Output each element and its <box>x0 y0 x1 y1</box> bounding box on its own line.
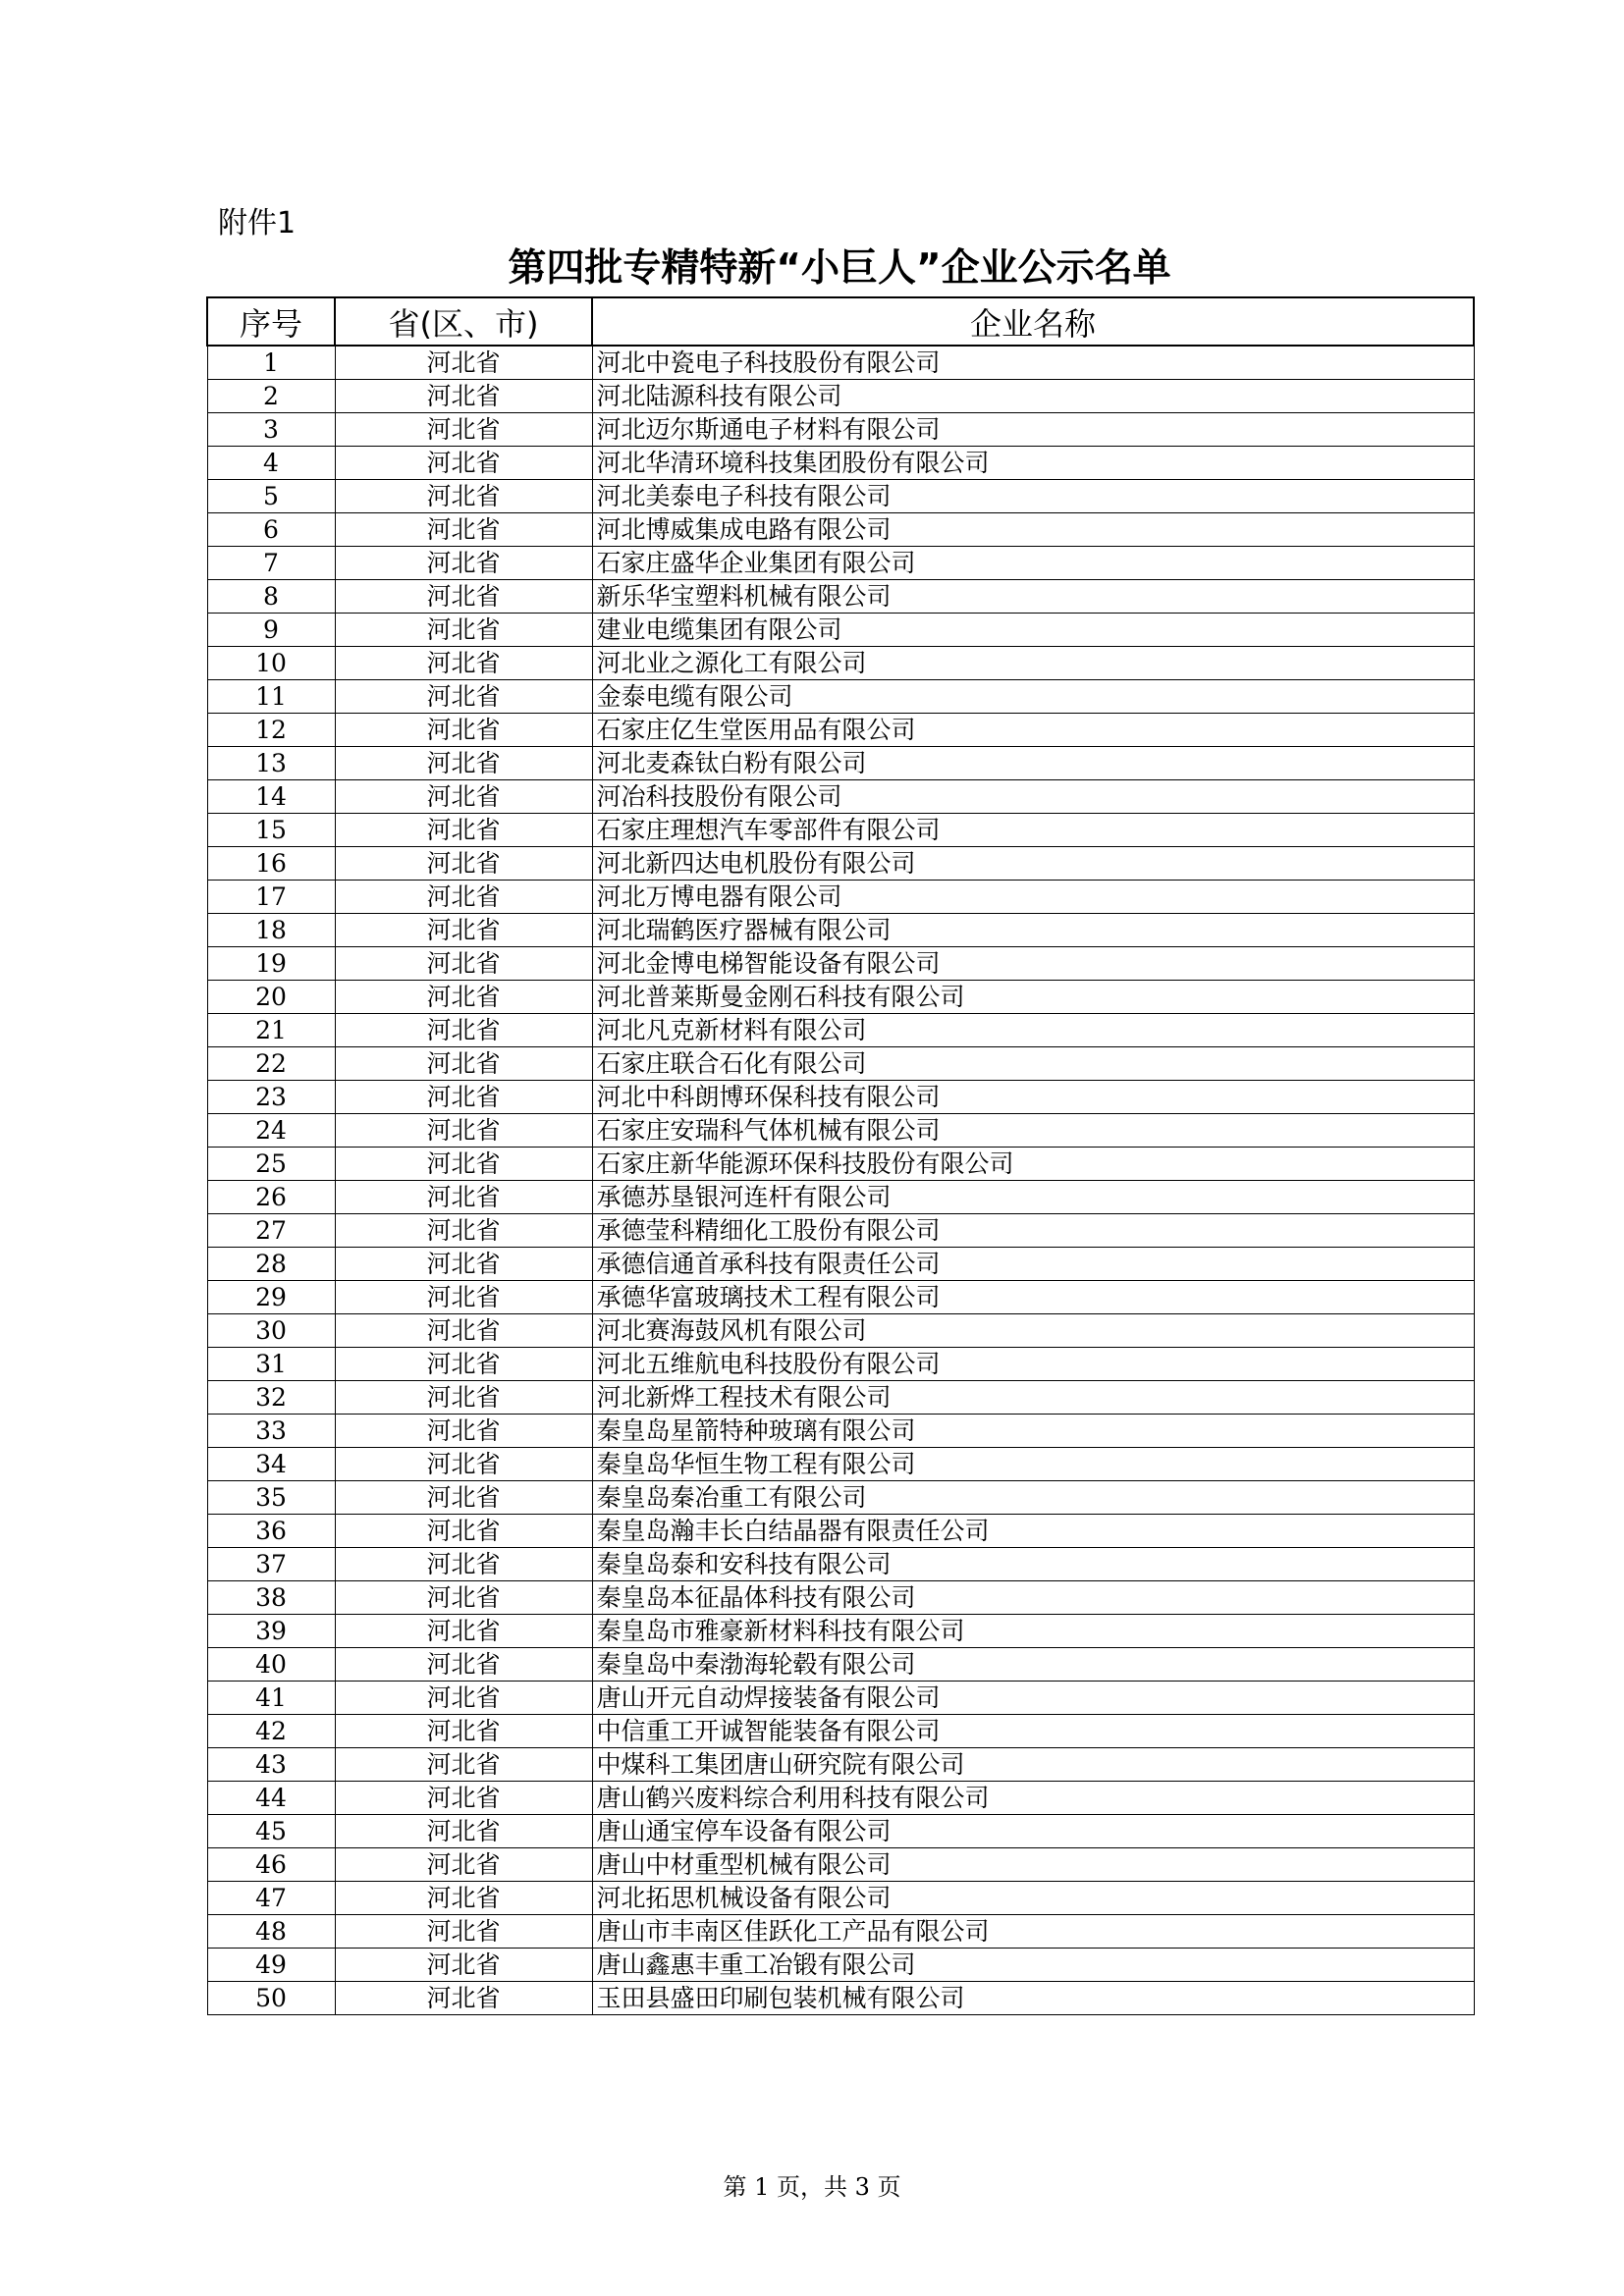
row-province: 河北省 <box>335 847 592 881</box>
row-province: 河北省 <box>335 1381 592 1415</box>
row-company-name: 秦皇岛秦冶重工有限公司 <box>592 1481 1474 1515</box>
row-province: 河北省 <box>335 547 592 580</box>
row-serial-number: 5 <box>207 480 335 513</box>
table-row <box>207 413 1474 447</box>
table-row <box>207 1548 1474 1581</box>
table-row <box>207 1381 1474 1415</box>
table-header <box>207 297 1474 346</box>
row-province: 河北省 <box>335 1949 592 1982</box>
row-serial-number: 20 <box>207 981 335 1014</box>
row-serial-number: 26 <box>207 1181 335 1214</box>
table-row <box>207 1982 1474 2015</box>
row-province: 河北省 <box>335 1848 592 1882</box>
row-serial-number: 45 <box>207 1815 335 1848</box>
row-province: 河北省 <box>335 881 592 914</box>
row-company-name: 承德信通首承科技有限责任公司 <box>592 1248 1474 1281</box>
row-company-name: 河冶科技股份有限公司 <box>592 780 1474 814</box>
row-province: 河北省 <box>335 914 592 947</box>
row-serial-number: 10 <box>207 647 335 680</box>
row-province: 河北省 <box>335 1782 592 1815</box>
row-serial-number: 15 <box>207 814 335 847</box>
row-company-name: 河北万博电器有限公司 <box>592 881 1474 914</box>
table-row <box>207 914 1474 947</box>
table-row <box>207 547 1474 580</box>
row-serial-number: 28 <box>207 1248 335 1281</box>
row-province: 河北省 <box>335 1281 592 1314</box>
table-row <box>207 447 1474 480</box>
row-serial-number: 7 <box>207 547 335 580</box>
table-row <box>207 1815 1474 1848</box>
row-company-name: 承德华富玻璃技术工程有限公司 <box>592 1281 1474 1314</box>
row-serial-number: 30 <box>207 1314 335 1348</box>
row-province: 河北省 <box>335 647 592 680</box>
table-row <box>207 1081 1474 1114</box>
row-serial-number: 46 <box>207 1848 335 1882</box>
table-row <box>207 1047 1474 1081</box>
row-serial-number: 49 <box>207 1949 335 1982</box>
table-row <box>207 981 1474 1014</box>
row-province: 河北省 <box>335 1114 592 1148</box>
row-company-name: 秦皇岛泰和安科技有限公司 <box>592 1548 1474 1581</box>
row-province: 河北省 <box>335 1248 592 1281</box>
row-serial-number: 25 <box>207 1148 335 1181</box>
row-company-name: 石家庄联合石化有限公司 <box>592 1047 1474 1081</box>
table-row <box>207 814 1474 847</box>
row-company-name: 玉田县盛田印刷包装机械有限公司 <box>592 1982 1474 2015</box>
row-serial-number: 14 <box>207 780 335 814</box>
row-serial-number: 6 <box>207 513 335 547</box>
table-row <box>207 947 1474 981</box>
row-company-name: 唐山中材重型机械有限公司 <box>592 1848 1474 1882</box>
row-company-name: 河北瑞鹤医疗器械有限公司 <box>592 914 1474 947</box>
row-company-name: 河北拓思机械设备有限公司 <box>592 1882 1474 1915</box>
row-company-name: 河北五维航电科技股份有限公司 <box>592 1348 1474 1381</box>
header-province: 省(区、市) <box>335 297 592 346</box>
row-company-name: 唐山通宝停车设备有限公司 <box>592 1815 1474 1848</box>
table-row <box>207 1848 1474 1882</box>
table-row <box>207 847 1474 881</box>
row-serial-number: 22 <box>207 1047 335 1081</box>
table-row <box>207 1949 1474 1982</box>
row-province: 河北省 <box>335 680 592 714</box>
row-province: 河北省 <box>335 747 592 780</box>
table-row <box>207 1415 1474 1448</box>
table-row <box>207 647 1474 680</box>
row-company-name: 河北中科朗博环保科技有限公司 <box>592 1081 1474 1114</box>
table-row <box>207 346 1474 380</box>
row-province: 河北省 <box>335 1481 592 1515</box>
row-province: 河北省 <box>335 380 592 413</box>
row-province: 河北省 <box>335 614 592 647</box>
table-row <box>207 780 1474 814</box>
row-company-name: 河北赛海鼓风机有限公司 <box>592 1314 1474 1348</box>
row-province: 河北省 <box>335 1415 592 1448</box>
table-row <box>207 580 1474 614</box>
row-serial-number: 24 <box>207 1114 335 1148</box>
table-row <box>207 1348 1474 1381</box>
row-province: 河北省 <box>335 1548 592 1581</box>
table-row <box>207 513 1474 547</box>
row-province: 河北省 <box>335 1581 592 1615</box>
company-table <box>206 296 1475 2015</box>
header-serial-number: 序号 <box>207 297 335 346</box>
row-serial-number: 32 <box>207 1381 335 1415</box>
row-serial-number: 19 <box>207 947 335 981</box>
table-row <box>207 1281 1474 1314</box>
row-company-name: 河北陆源科技有限公司 <box>592 380 1474 413</box>
row-serial-number: 40 <box>207 1648 335 1682</box>
row-serial-number: 43 <box>207 1748 335 1782</box>
row-company-name: 建业电缆集团有限公司 <box>592 614 1474 647</box>
table-row <box>207 1882 1474 1915</box>
row-serial-number: 27 <box>207 1214 335 1248</box>
row-province: 河北省 <box>335 947 592 981</box>
table-row <box>207 747 1474 780</box>
table-row <box>207 1748 1474 1782</box>
row-serial-number: 2 <box>207 380 335 413</box>
table-row <box>207 1114 1474 1148</box>
row-province: 河北省 <box>335 1815 592 1848</box>
table-row <box>207 1448 1474 1481</box>
table-row <box>207 680 1474 714</box>
table-row <box>207 1248 1474 1281</box>
row-province: 河北省 <box>335 1682 592 1715</box>
table-row <box>207 380 1474 413</box>
row-company-name: 承德苏垦银河连杆有限公司 <box>592 1181 1474 1214</box>
row-serial-number: 33 <box>207 1415 335 1448</box>
row-province: 河北省 <box>335 1348 592 1381</box>
row-serial-number: 31 <box>207 1348 335 1381</box>
row-province: 河北省 <box>335 981 592 1014</box>
row-serial-number: 4 <box>207 447 335 480</box>
table-row <box>207 614 1474 647</box>
row-serial-number: 3 <box>207 413 335 447</box>
row-company-name: 新乐华宝塑料机械有限公司 <box>592 580 1474 614</box>
table-row <box>207 1214 1474 1248</box>
row-serial-number: 34 <box>207 1448 335 1481</box>
row-company-name: 石家庄理想汽车零部件有限公司 <box>592 814 1474 847</box>
row-province: 河北省 <box>335 1515 592 1548</box>
row-serial-number: 18 <box>207 914 335 947</box>
row-serial-number: 29 <box>207 1281 335 1314</box>
row-company-name: 金泰电缆有限公司 <box>592 680 1474 714</box>
table-row <box>207 1014 1474 1047</box>
table-row <box>207 1181 1474 1214</box>
row-province: 河北省 <box>335 1615 592 1648</box>
row-serial-number: 12 <box>207 714 335 747</box>
row-company-name: 秦皇岛市雅豪新材料科技有限公司 <box>592 1615 1474 1648</box>
row-province: 河北省 <box>335 1214 592 1248</box>
header-row <box>207 297 1474 346</box>
row-province: 河北省 <box>335 1648 592 1682</box>
row-company-name: 唐山鹤兴废料综合利用科技有限公司 <box>592 1782 1474 1815</box>
table-body <box>207 346 1474 2015</box>
row-company-name: 石家庄亿生堂医用品有限公司 <box>592 714 1474 747</box>
row-serial-number: 42 <box>207 1715 335 1748</box>
row-company-name: 河北麦森钛白粉有限公司 <box>592 747 1474 780</box>
row-province: 河北省 <box>335 413 592 447</box>
table-row <box>207 480 1474 513</box>
row-company-name: 河北华清环境科技集团股份有限公司 <box>592 447 1474 480</box>
row-province: 河北省 <box>335 1715 592 1748</box>
row-province: 河北省 <box>335 1314 592 1348</box>
row-province: 河北省 <box>335 1448 592 1481</box>
row-company-name: 秦皇岛中秦渤海轮毂有限公司 <box>592 1648 1474 1682</box>
row-province: 河北省 <box>335 513 592 547</box>
row-company-name: 河北迈尔斯通电子材料有限公司 <box>592 413 1474 447</box>
row-province: 河北省 <box>335 1915 592 1949</box>
row-company-name: 河北新烨工程技术有限公司 <box>592 1381 1474 1415</box>
row-province: 河北省 <box>335 580 592 614</box>
row-serial-number: 37 <box>207 1548 335 1581</box>
table-row <box>207 714 1474 747</box>
row-company-name: 承德莹科精细化工股份有限公司 <box>592 1214 1474 1248</box>
row-province: 河北省 <box>335 1047 592 1081</box>
table-row <box>207 1314 1474 1348</box>
row-province: 河北省 <box>335 780 592 814</box>
table-row <box>207 1715 1474 1748</box>
header-company-name: 企业名称 <box>592 297 1474 346</box>
row-company-name: 石家庄盛华企业集团有限公司 <box>592 547 1474 580</box>
row-province: 河北省 <box>335 1148 592 1181</box>
row-serial-number: 16 <box>207 847 335 881</box>
row-company-name: 唐山开元自动焊接装备有限公司 <box>592 1682 1474 1715</box>
table-row <box>207 1782 1474 1815</box>
row-province: 河北省 <box>335 1014 592 1047</box>
row-serial-number: 48 <box>207 1915 335 1949</box>
row-company-name: 秦皇岛瀚丰长白结晶器有限责任公司 <box>592 1515 1474 1548</box>
row-province: 河北省 <box>335 346 592 380</box>
table-row <box>207 1682 1474 1715</box>
row-province: 河北省 <box>335 1882 592 1915</box>
row-serial-number: 35 <box>207 1481 335 1515</box>
row-company-name: 河北普莱斯曼金刚石科技有限公司 <box>592 981 1474 1014</box>
row-serial-number: 1 <box>207 346 335 380</box>
attachment-label: 附件1 <box>218 206 297 240</box>
row-province: 河北省 <box>335 1982 592 2015</box>
row-company-name: 中信重工开诚智能装备有限公司 <box>592 1715 1474 1748</box>
row-company-name: 河北新四达电机股份有限公司 <box>592 847 1474 881</box>
row-company-name: 河北业之源化工有限公司 <box>592 647 1474 680</box>
row-province: 河北省 <box>335 1081 592 1114</box>
row-company-name: 秦皇岛华恒生物工程有限公司 <box>592 1448 1474 1481</box>
row-province: 河北省 <box>335 714 592 747</box>
row-serial-number: 36 <box>207 1515 335 1548</box>
row-serial-number: 38 <box>207 1581 335 1615</box>
row-company-name: 河北美泰电子科技有限公司 <box>592 480 1474 513</box>
row-serial-number: 50 <box>207 1982 335 2015</box>
row-company-name: 河北金博电梯智能设备有限公司 <box>592 947 1474 981</box>
table-row <box>207 1615 1474 1648</box>
row-serial-number: 41 <box>207 1682 335 1715</box>
row-province: 河北省 <box>335 1181 592 1214</box>
row-company-name: 河北中瓷电子科技股份有限公司 <box>592 346 1474 380</box>
table-row <box>207 1648 1474 1682</box>
row-company-name: 石家庄新华能源环保科技股份有限公司 <box>592 1148 1474 1181</box>
row-company-name: 唐山鑫惠丰重工冶锻有限公司 <box>592 1949 1474 1982</box>
row-serial-number: 9 <box>207 614 335 647</box>
row-serial-number: 23 <box>207 1081 335 1114</box>
row-serial-number: 17 <box>207 881 335 914</box>
row-company-name: 秦皇岛本征晶体科技有限公司 <box>592 1581 1474 1615</box>
table-row <box>207 1515 1474 1548</box>
row-company-name: 河北博威集成电路有限公司 <box>592 513 1474 547</box>
row-serial-number: 13 <box>207 747 335 780</box>
row-province: 河北省 <box>335 1748 592 1782</box>
row-province: 河北省 <box>335 814 592 847</box>
page-footer: 第 1 页，共 3 页 <box>723 2173 901 2201</box>
row-company-name: 唐山市丰南区佳跃化工产品有限公司 <box>592 1915 1474 1949</box>
row-company-name: 秦皇岛星箭特种玻璃有限公司 <box>592 1415 1474 1448</box>
row-province: 河北省 <box>335 447 592 480</box>
row-serial-number: 21 <box>207 1014 335 1047</box>
row-company-name: 石家庄安瑞科气体机械有限公司 <box>592 1114 1474 1148</box>
row-serial-number: 8 <box>207 580 335 614</box>
row-serial-number: 11 <box>207 680 335 714</box>
table-row <box>207 1915 1474 1949</box>
row-serial-number: 44 <box>207 1782 335 1815</box>
table-row <box>207 1481 1474 1515</box>
table-row <box>207 881 1474 914</box>
row-province: 河北省 <box>335 480 592 513</box>
row-serial-number: 39 <box>207 1615 335 1648</box>
row-company-name: 河北凡克新材料有限公司 <box>592 1014 1474 1047</box>
row-company-name: 中煤科工集团唐山研究院有限公司 <box>592 1748 1474 1782</box>
row-serial-number: 47 <box>207 1882 335 1915</box>
table-row <box>207 1148 1474 1181</box>
document-title: 第四批专精特新“小巨人”企业公示名单 <box>508 246 1171 291</box>
table-row <box>207 1581 1474 1615</box>
